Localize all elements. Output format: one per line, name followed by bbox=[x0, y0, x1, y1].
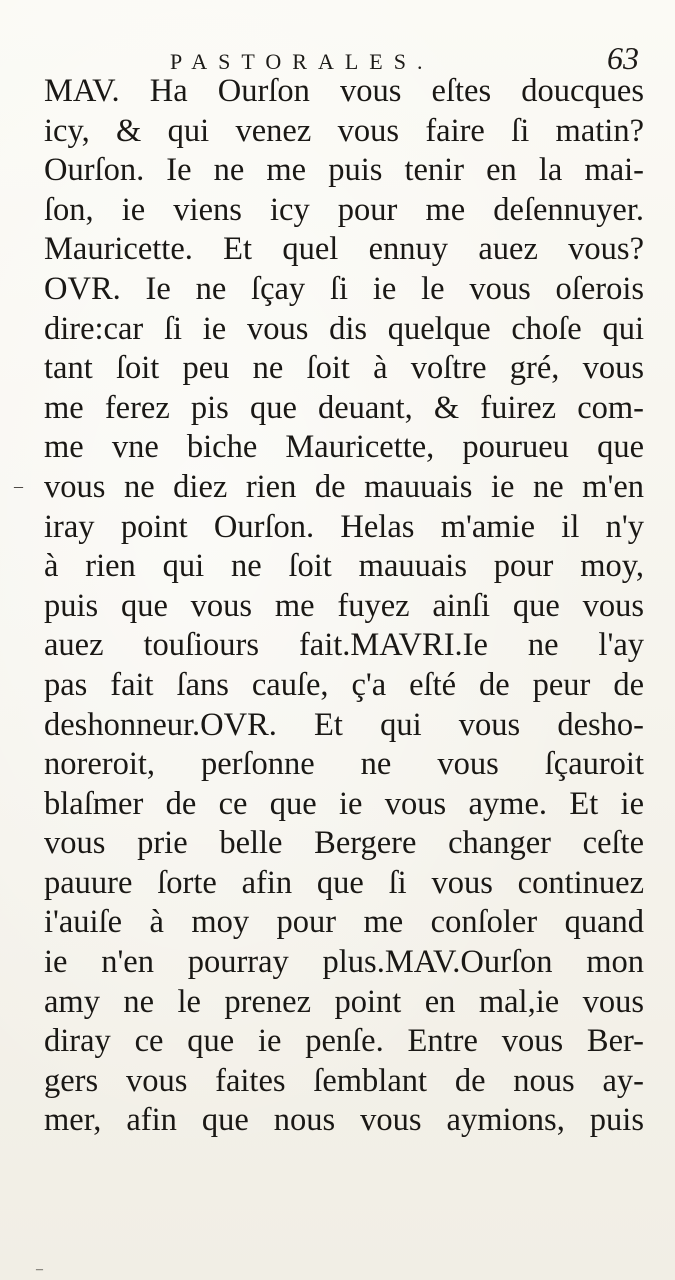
margin-mark: – bbox=[36, 1262, 43, 1277]
running-head: PASTORALES. bbox=[170, 49, 434, 74]
text-line: Ourſon. Ie ne me puis tenir en la mai- bbox=[44, 152, 644, 189]
text-line: amy ne le prenez point en mal,ie vous bbox=[44, 983, 644, 1020]
text-line: pauure ſorte afin que ſi vous continuez bbox=[44, 864, 644, 901]
text-line: vous ne diez rien de mauuais ie ne m'en bbox=[44, 468, 644, 505]
text-line: gers vous faites ſemblant de nous ay- bbox=[44, 1062, 644, 1099]
text-line: Mauricette. Et quel ennuy auez vous? bbox=[44, 231, 644, 268]
page-number: 63 bbox=[607, 40, 639, 76]
text-line: à rien qui ne ſoit mauuais pour moy, bbox=[44, 548, 644, 585]
text-line: noreroit, perſonne ne vous ſçauroit bbox=[44, 746, 644, 783]
text-line: blaſmer de ce que ie vous ayme. Et ie bbox=[44, 785, 644, 822]
text-line: puis que vous me fuyez ainſi que vous bbox=[44, 587, 644, 624]
text-line: dire:car ſi ie vous dis quelque choſe qui bbox=[44, 310, 644, 347]
text-line: auez touſiours fait.MAVRI.Ie ne l'ay bbox=[44, 627, 644, 664]
page-body-text bbox=[44, 72, 644, 1141]
margin-mark: – bbox=[14, 476, 23, 496]
text-line: i'auiſe à moy pour me conſoler quand bbox=[44, 904, 644, 941]
text-line: me vne biche Mauricette, pourueu que bbox=[44, 429, 644, 466]
text-line: mer, afin que nous vous aymions, puis bbox=[44, 1102, 644, 1139]
text-line: vous prie belle Bergere changer ceſte bbox=[44, 825, 644, 862]
text-line: iray point Ourſon. Helas m'amie il n'y bbox=[44, 508, 644, 545]
text-line: me ferez pis que deuant, & fuirez com- bbox=[44, 389, 644, 426]
text-line: MAV. Ha Ourſon vous eſtes doucques bbox=[44, 73, 644, 109]
text-line: ie n'en pourray plus.MAV.Ourſon mon bbox=[44, 944, 644, 981]
text-line: pas fait ſans cauſe, ç'a eſté de peur de bbox=[44, 666, 644, 703]
text-line: diray ce que ie penſe. Entre vous Ber- bbox=[44, 1023, 644, 1060]
text-line: OVR. Ie ne ſçay ſi ie le vous oſerois bbox=[44, 270, 644, 307]
text-line: deshonneur.OVR. Et qui vous desho- bbox=[44, 706, 644, 743]
text-line: tant ſoit peu ne ſoit à voſtre gré, vous bbox=[44, 350, 644, 387]
text-line: icy, & qui venez vous faire ſi matin? bbox=[44, 112, 644, 149]
text-line: ſon, ie viens icy pour me deſennuyer. bbox=[44, 191, 644, 228]
